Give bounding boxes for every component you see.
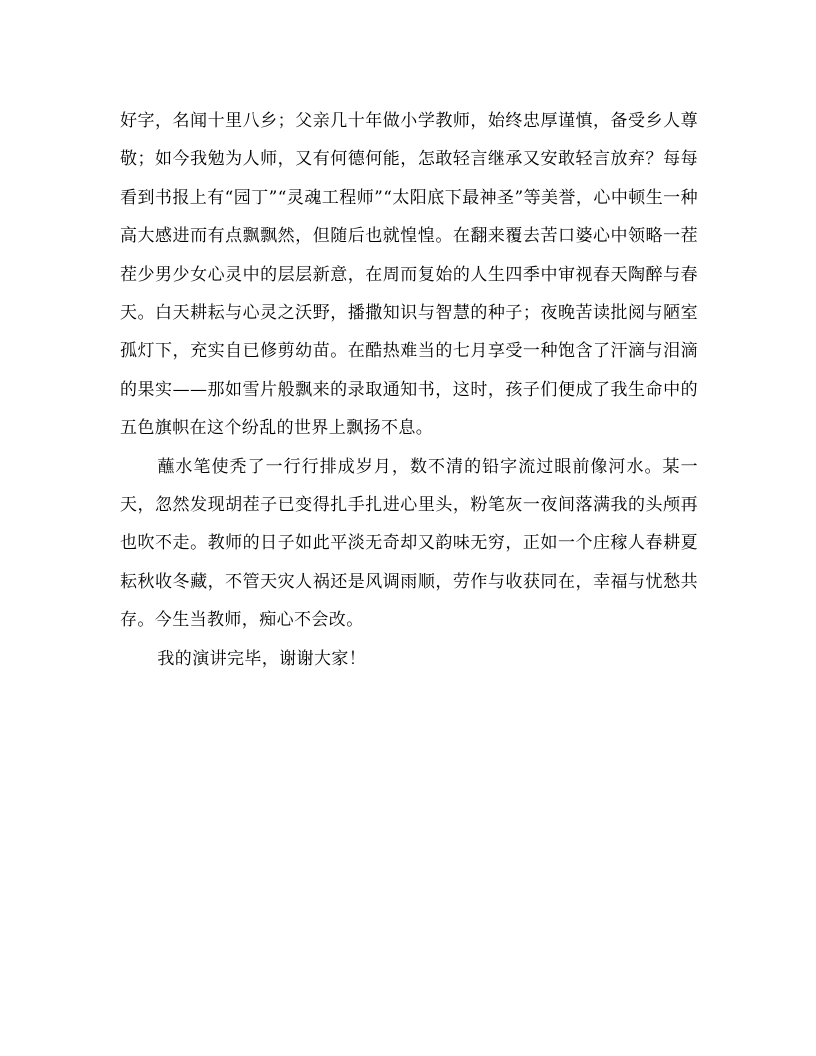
- document-body: [120, 102, 698, 678]
- paragraph-continuation: 好字，名闻十里八乡；父亲几十年做小学教师，始终忠厚谨慎，备受乡人尊敬；如今我勉为人师，又有何德何能，怎敢轻言继承又安敢轻言放弃？每每看到书报上有“园丁”“灵魂工程师”“太阳底下最神圣”等美誉，心中顿生一种高大感进而有点飘飘然，但随后也就惶惶。在翻来覆去苦口婆心中领略一茬茬少男少女心灵中的层层新意，在周而复始的人生四季中审视春天陶醉与春天。白天耕耘与心灵之沃野，播撒知识与智慧的种子；夜晚苦读批阅与陋室孤灯下，充实自已修剪幼苗。在酷热难当的七月享受一种饱含了汗滴与泪滴的果实——那如雪片般飘来的录取通知书，这时，孩子们便成了我生命中的五色旗帜在这个纷乱的世界上飘扬不息。: [120, 111, 698, 439]
- paragraph-chalk-and-pen: 蘸水笔使秃了一行行排成岁月，数不清的铅字流过眼前像河水。某一天，忽然发现胡茬子已变得扎手扎进心里头，粉笔灰一夜间落满我的头颅再也吹不走。教师的日子如此平淡无奇却又韵味无穷，正如一个庄稼人春耕夏耘秋收冬藏，不管天灾人祸还是风调雨顺，劳作与收获同在，幸福与忧愁共存。今生当教师，痴心不会改。: [120, 456, 698, 631]
- paragraph-closing-remarks: 我的演讲完毕，谢谢大家！: [157, 648, 367, 669]
